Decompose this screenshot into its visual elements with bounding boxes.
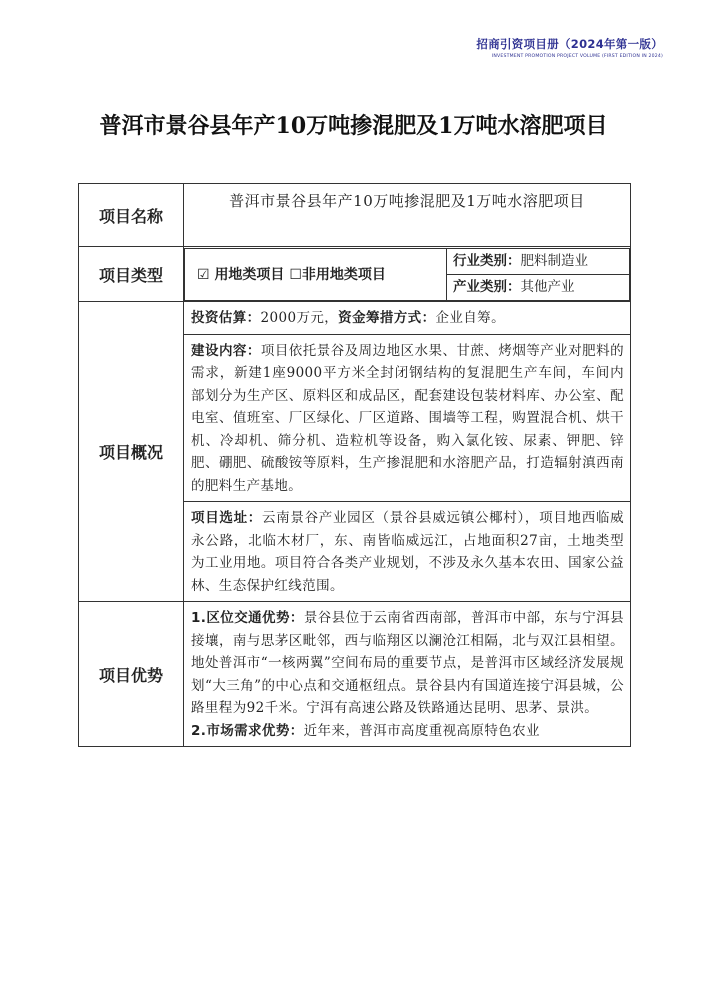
industry-value: 肥料制造业 [520,252,588,269]
page-header [476,36,663,59]
type-inner-table [184,248,630,301]
invest-key: 投资估算： [191,310,261,326]
advantage-cell [184,602,631,747]
header-subtitle: INVESTMENT PROMOTION PROJECT VOLUME (FIRST EDITION IN 2024) [491,54,663,59]
adv1-key: 1.区位交通优势： [191,610,304,626]
name-label: 项目名称 [79,184,184,247]
nonland-checkbox: ☐ [289,267,302,283]
type-label: 项目类型 [79,247,184,302]
sector-category [447,274,630,300]
construction-text: 项目依托景谷及周边地区水果、甘蔗、烤烟等产业对肥料的需求，新建1座9000平方米全封闭钢结构的复混肥生产车间，车间内部划分为生产区、原料区和成品区，配套建设包装材料库、办公室、配电室、值班室、厂区绿化、厂区道路、围墙等工程，购置混合机、烘干机、冷却机、筛分机、造粒机等设备，购入氯化铵、尿素、钾肥、锌肥、硼肥、硫酸铵等原料，生产掺混肥和水溶肥产品，打造辐射滇西南的肥料生产基地。 [191,342,625,494]
type-checkboxes [185,248,447,300]
adv2-key: 2.市场需求优势： [191,722,304,739]
industry-category [447,248,630,274]
land-checkbox: ☑ [197,267,210,283]
land-label: 用地类项目 [214,267,285,283]
name-value: 普洱市景谷县年产10万吨掺混肥及1万吨水溶肥项目 [184,184,631,247]
overview-label: 项目概况 [79,302,184,602]
table-row-advantage [79,602,631,747]
project-table [78,183,631,747]
nonland-label: 非用地类项目 [301,267,386,283]
sector-key: 产业类别： [453,278,521,295]
site-key: 项目选址： [191,510,262,526]
invest-cell [184,302,631,335]
funding-key: 资金筹措方式： [338,310,436,326]
industry-key: 行业类别： [453,252,521,269]
site-text: 云南景谷产业园区（景谷县威远镇公椰村），项目地西临威永公路，北临木材厂，东、南皆临威远江，占地面积27亩，土地类型为工业用地。项目符合各类产业规划，不涉及永久基本农田、国家公益林、生态保护红线范围。 [191,510,625,594]
document-title: 普洱市景谷县年产10万吨掺混肥及1万吨水溶肥项目 [99,113,608,139]
adv1-text: 景谷县位于云南省西南部，普洱市中部，东与宁洱县接壤，南与思茅区毗邻，西与临翔区以澜沧江相隔，北与双江县相望。地处普洱市“一核两翼”空间布局的重要节点，是普洱市区域经济发展规划“大三角”的中心点和交通枢纽点。景谷县内有国道连接宁洱县城，公路里程为92千米。宁洱有高速公路及铁路通达昆明、思茅、景洪。 [191,610,625,716]
table-row-name [79,184,631,247]
advantage-label: 项目优势 [79,602,184,747]
sector-value: 其他产业 [520,278,575,295]
funding-value: 企业自筹。 [435,310,505,326]
table-row-type [79,247,631,302]
construction-cell [184,334,631,502]
adv2-text: 近年来，普洱市高度重视高原特色农业 [303,722,540,739]
advantage-item-market [191,720,624,743]
invest-value: 2000万元， [260,310,339,326]
site-cell [184,502,631,602]
type-cell [184,247,631,302]
header-title: 招商引资项目册（2024年第一版） [476,37,663,51]
construction-key: 建设内容： [191,342,261,359]
table-row-invest [79,302,631,335]
advantage-item-location [191,607,624,720]
